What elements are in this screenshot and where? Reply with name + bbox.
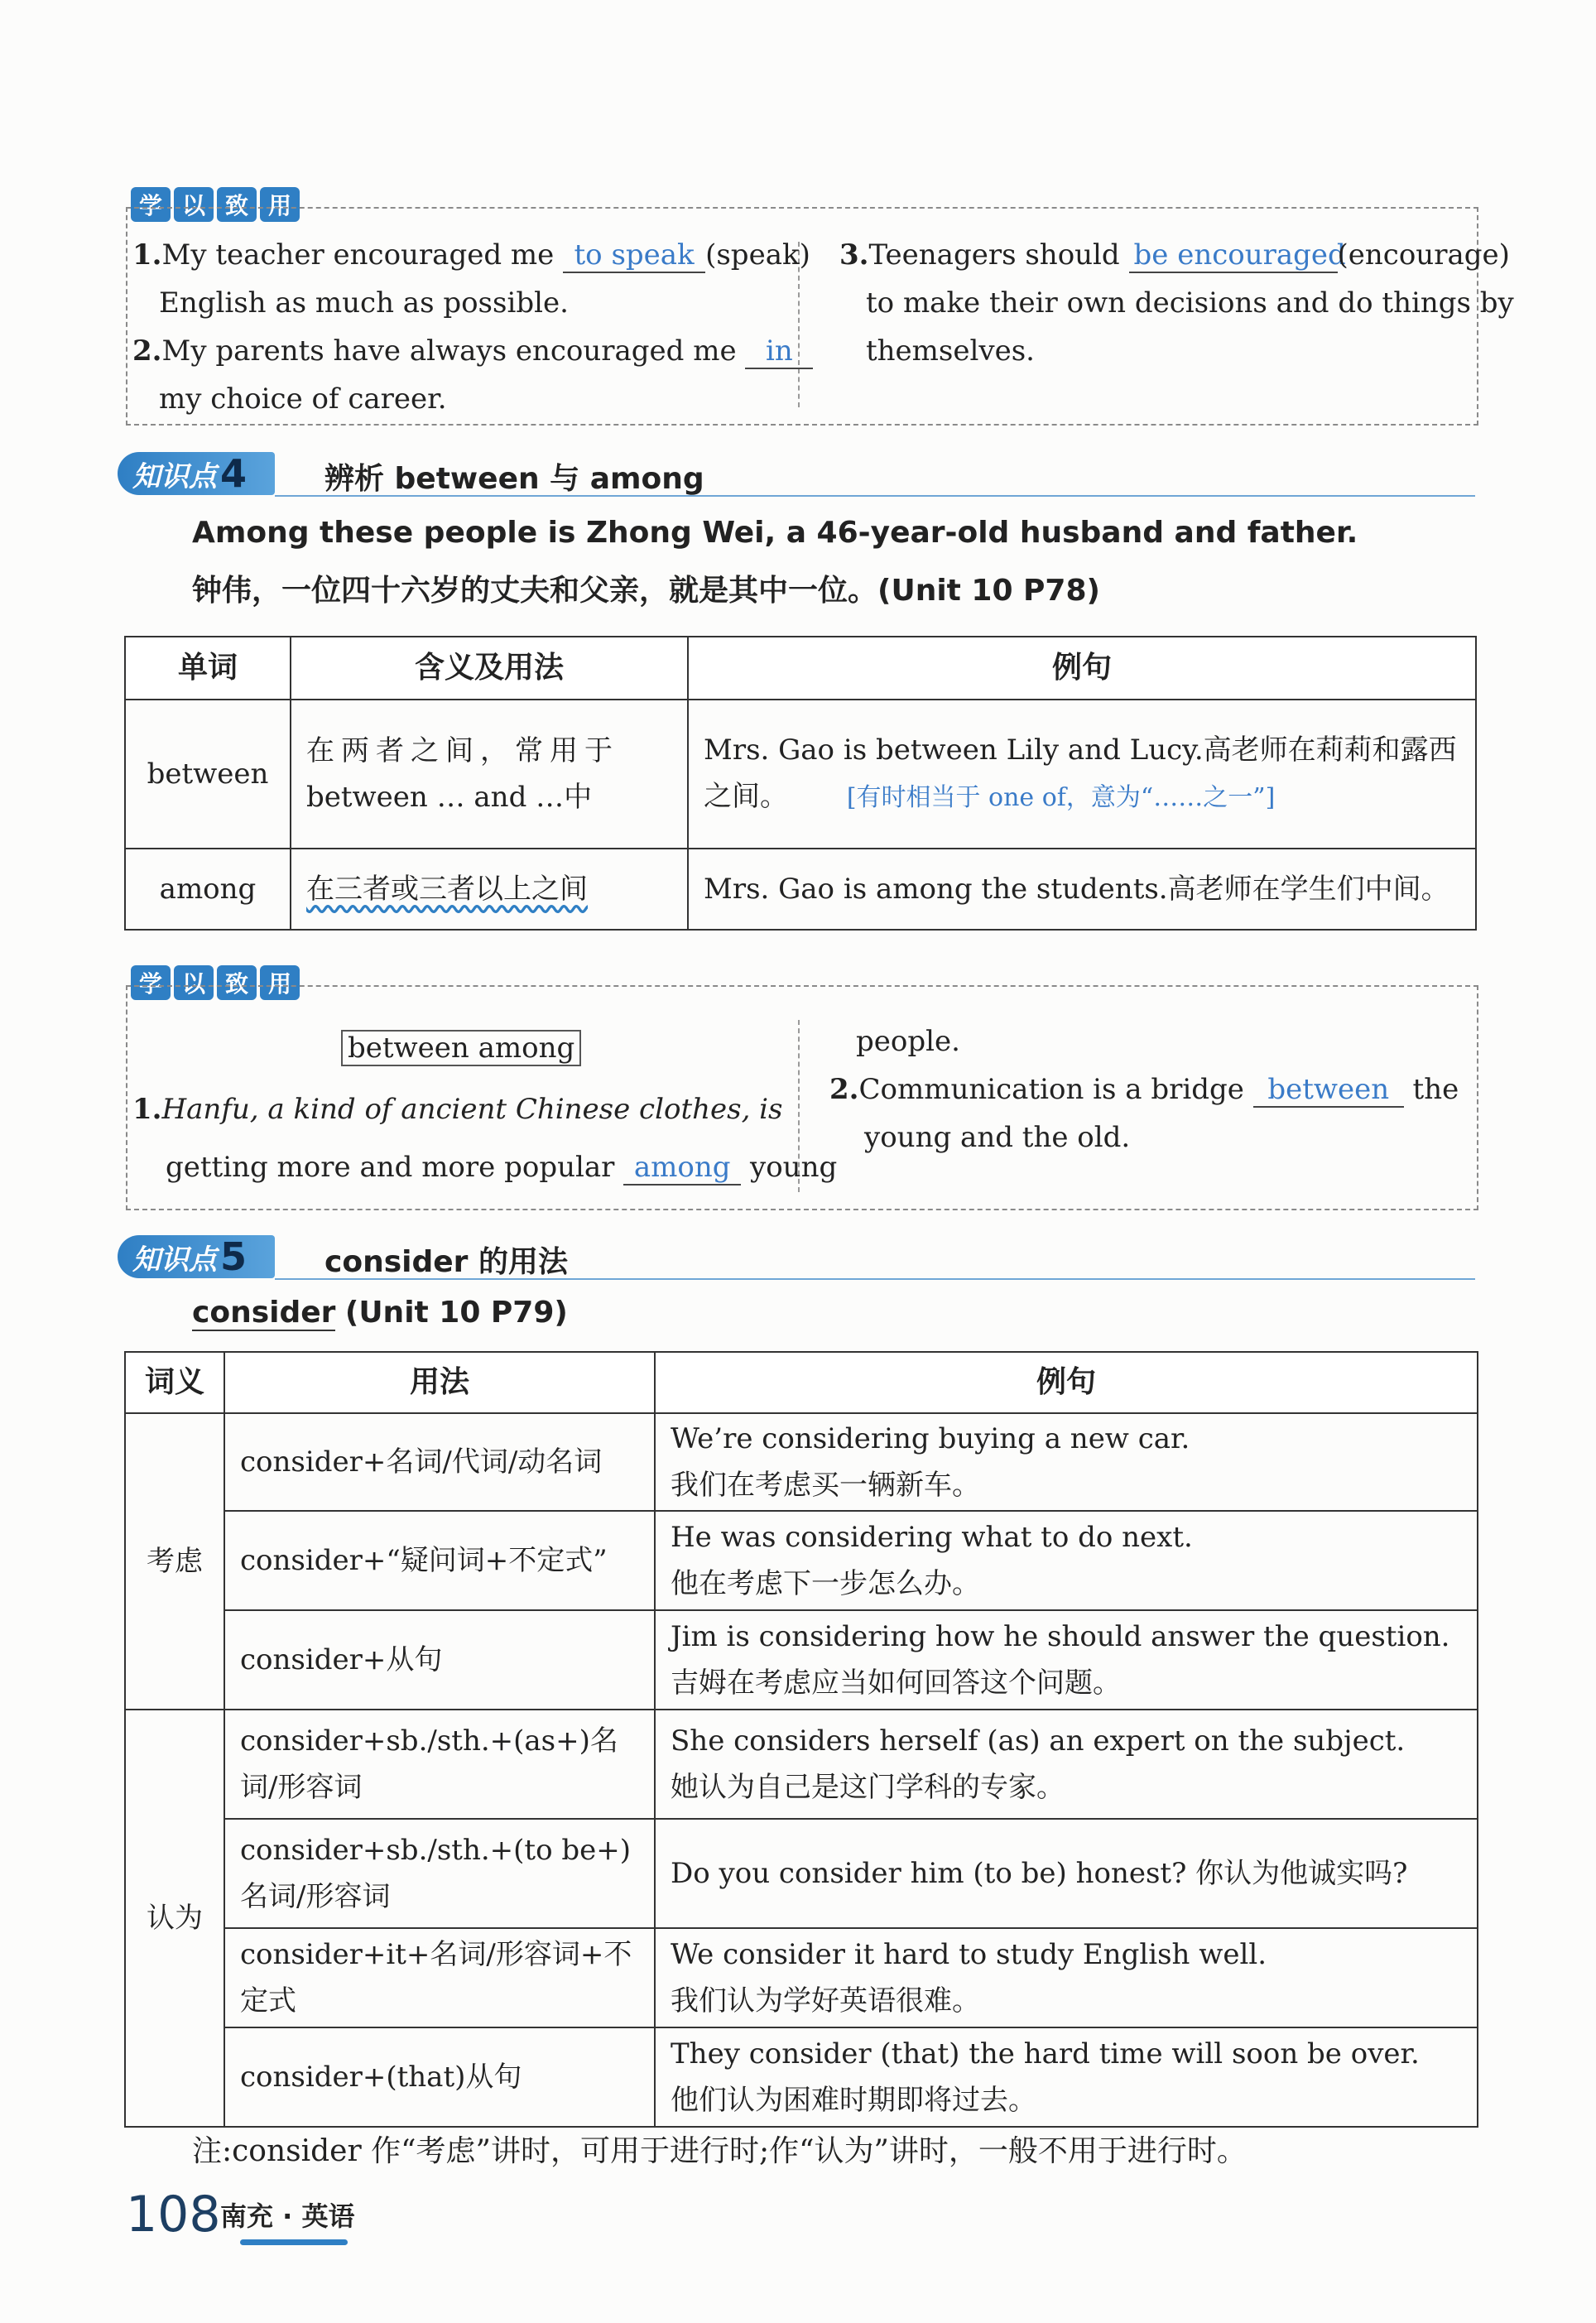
kp-rule <box>275 1278 1475 1280</box>
kp-title: consider 的用法 <box>324 1245 568 1279</box>
table-row <box>125 1928 1478 2027</box>
example-cell: We consider it hard to study English well. 我们认为学好英语很难。 <box>655 1928 1478 2027</box>
table-row <box>125 1511 1478 1610</box>
example-cell: Jim is considering how he should answer the question. 吉姆在考虑应当如何回答这个问题。 <box>655 1610 1478 1710</box>
practice-box-2 <box>126 985 1478 1210</box>
table-row <box>125 1610 1478 1710</box>
q1-line2: English as much as possible. <box>159 286 569 320</box>
table-row <box>125 2027 1478 2127</box>
example-cell: We’re considering buying a new car. 我们在考虑买一辆新车。 <box>655 1413 1478 1511</box>
table-row <box>125 1710 1478 1819</box>
usage-cell: consider+从句 <box>224 1610 655 1710</box>
usage-cell: consider+sb./sth.+(to be+)名词/形容词 <box>224 1819 655 1928</box>
q1-line3: people. <box>856 1025 960 1058</box>
col-header: 例句 <box>655 1352 1478 1413</box>
example-cell: They consider (that) the hard time will soon be over. 他们认为困难时期即将过去。 <box>655 2027 1478 2127</box>
q3-line2: to make their own decisions and do things by <box>866 286 1514 320</box>
col-header: 用法 <box>224 1352 655 1413</box>
q3-line3: themselves. <box>866 334 1035 368</box>
kp4-example-en: Among these people is Zhong Wei, a 46-year-old husband and father. <box>192 516 1358 550</box>
example-cell: She considers herself (as) an expert on the subject. 她认为自己是这门学科的专家。 <box>655 1710 1478 1819</box>
between-among-table <box>124 636 1477 931</box>
q1-line: 1.Hanfu, a kind of ancient Chinese clothes, is <box>132 1093 783 1126</box>
answer-blank[interactable]: be encouraged <box>1129 238 1338 273</box>
col-header: 例句 <box>688 637 1476 700</box>
example-cell: Mrs. Gao is between Lily and Lucy.高老师在莉莉和露西 之间。 [有时相当于 one of，意为“……之一”] <box>688 700 1476 849</box>
annotation-note: [有时相当于 one of，意为“……之一”] <box>846 783 1276 812</box>
table-row <box>125 849 1476 930</box>
practice-box-1 <box>126 207 1514 426</box>
col-header: 词义 <box>125 1352 224 1413</box>
book-label: 南充 · 英语 <box>220 2200 355 2232</box>
kp4-example-zh: 钟伟，一位四十六岁的丈夫和父亲，就是其中一位。(Unit 10 P78) <box>192 574 1100 608</box>
usage-cell: consider+it+名词/形容词+不定式 <box>224 1928 655 2027</box>
tag-char: 学 <box>131 965 171 1000</box>
table-row <box>125 700 1476 849</box>
q2-line: 2.My parents have always encouraged me in <box>132 334 813 369</box>
word-cell: between <box>125 700 291 849</box>
answer-blank[interactable]: among <box>623 1151 741 1186</box>
kp5-header <box>118 1235 1475 1278</box>
kp-badge: 知识点 4 <box>118 452 275 495</box>
example-cell: He was considering what to do next. 他在考虑下一步怎么办。 <box>655 1511 1478 1610</box>
meaning-cell: 考虑 <box>125 1413 224 1710</box>
kp-rule <box>275 495 1475 497</box>
usage-cell: consider+“疑问词+不定式” <box>224 1511 655 1610</box>
kp4-header <box>118 452 1475 495</box>
example-cell: Mrs. Gao is among the students.高老师在学生们中间。 <box>688 849 1476 930</box>
meaning-cell: 认为 <box>125 1710 224 2127</box>
word-cell: among <box>125 849 291 930</box>
col-header: 单词 <box>125 637 291 700</box>
usage-cell: consider+名词/代词/动名词 <box>224 1413 655 1511</box>
usage-cell: consider+sb./sth.+(as+)名词/形容词 <box>224 1710 655 1819</box>
consider-table <box>124 1351 1478 2128</box>
table-row <box>125 1819 1478 1928</box>
kp-title: 辨析 between 与 among <box>324 462 704 496</box>
q2-line2: my choice of career. <box>159 382 447 416</box>
answer-blank[interactable]: between <box>1253 1073 1404 1108</box>
usage-cell: 在两者之间，常用于 between … and …中 <box>291 700 688 849</box>
q1-line2: getting more and more popular among young <box>166 1151 838 1184</box>
kp5-subtitle: consider (Unit 10 P79) <box>192 1296 568 1330</box>
answer-blank[interactable]: in <box>745 334 813 369</box>
answer-blank[interactable]: to speak <box>563 238 705 273</box>
example-cell: Do you consider him (to be) honest? 你认为他诚实吗? <box>655 1819 1478 1928</box>
tag-char: 致 <box>217 187 257 222</box>
usage-note: 注:consider 作“考虑”讲时，可用于进行时;作“认为”讲时，一般不用于进行时。 <box>192 2134 1247 2168</box>
table-row <box>125 1413 1478 1511</box>
tag-char: 以 <box>174 965 214 1000</box>
q2-line2: young and the old. <box>864 1121 1131 1154</box>
col-header: 含义及用法 <box>291 637 688 700</box>
q3-line: 3.Teenagers should be encouraged(encourage) <box>839 238 1510 272</box>
kp-badge: 知识点 5 <box>118 1235 275 1278</box>
q2-line: 2.Communication is a bridge between the <box>829 1073 1459 1106</box>
tag-char: 学 <box>131 187 171 222</box>
page-accent-bar <box>240 2239 348 2245</box>
tag-char: 用 <box>260 965 300 1000</box>
page-number: 108 <box>126 2186 221 2244</box>
usage-cell: consider+(that)从句 <box>224 2027 655 2127</box>
usage-cell: 在三者或三者以上之间 <box>291 849 688 930</box>
tag-char: 致 <box>217 965 257 1000</box>
tag-char: 用 <box>260 187 300 222</box>
word-options-box: between among <box>341 1030 581 1066</box>
tag-char: 以 <box>174 187 214 222</box>
q1-line: 1.My teacher encouraged me to speak (speak) <box>132 238 810 272</box>
